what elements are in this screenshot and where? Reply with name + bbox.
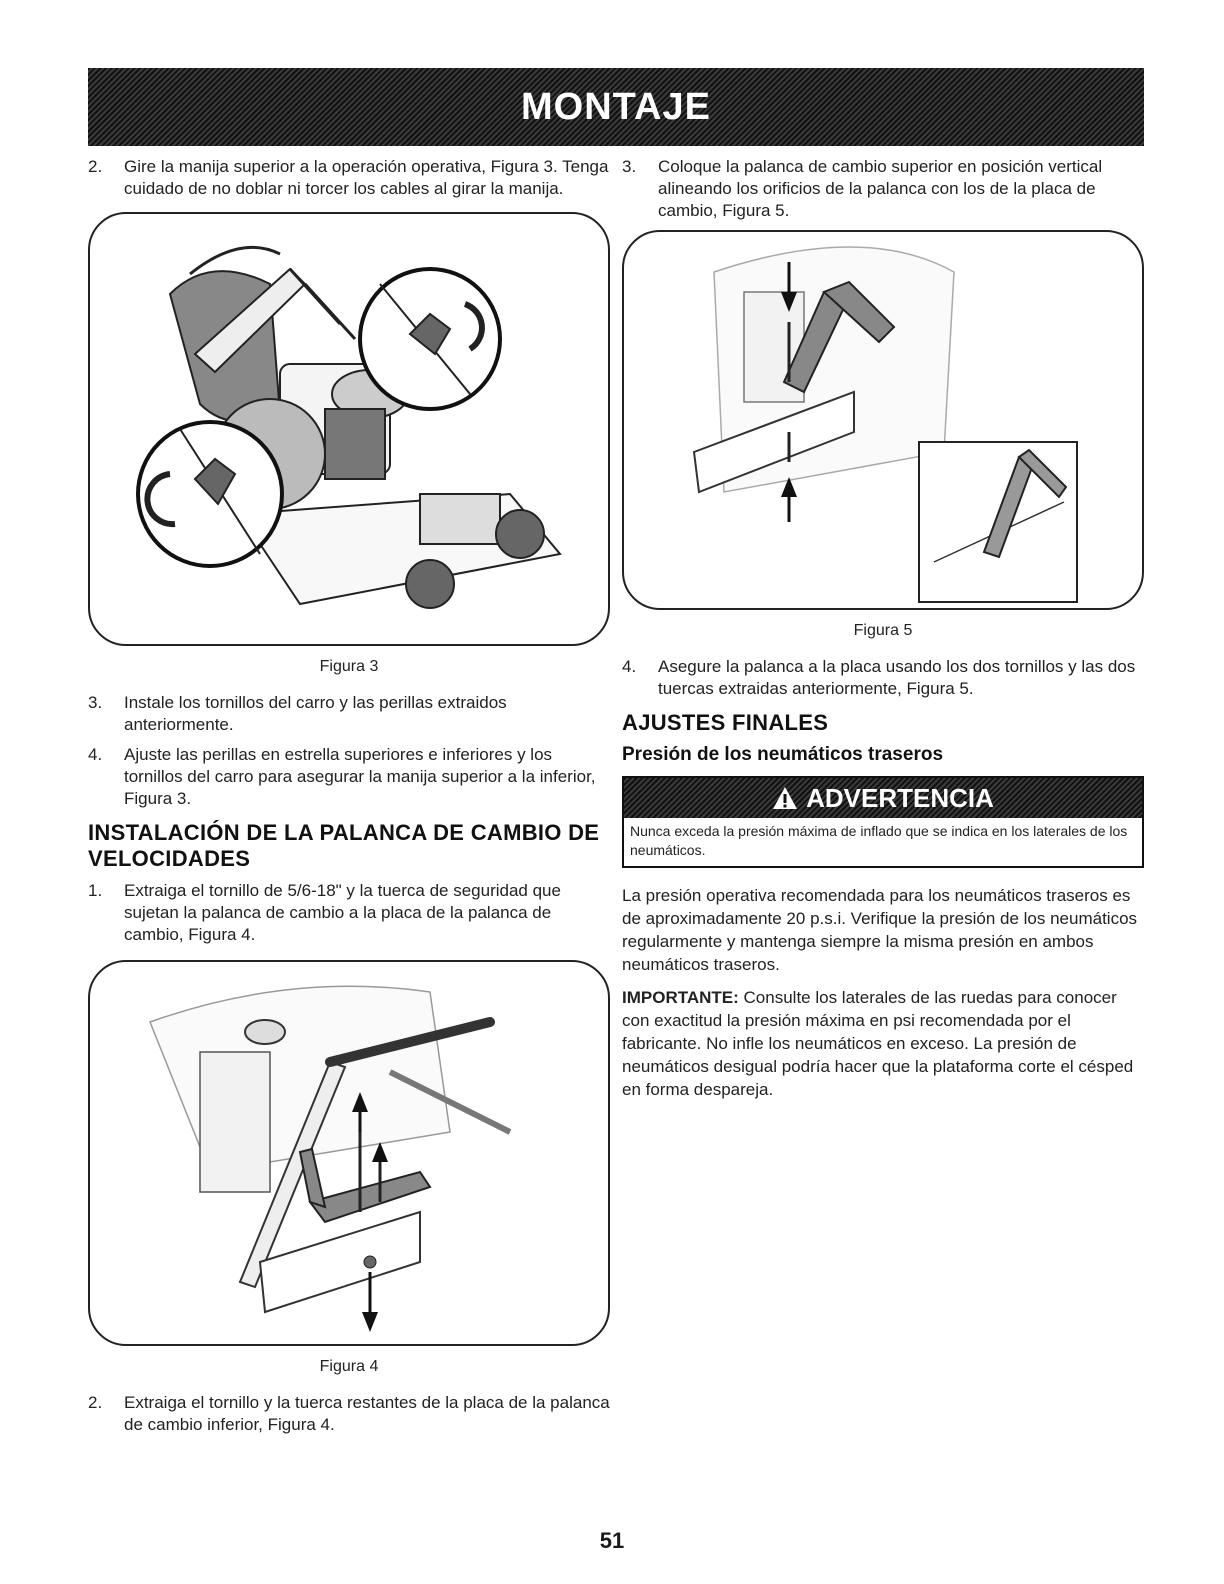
step-number: 1. [88, 881, 103, 900]
warning-header [624, 778, 1142, 818]
left-column [88, 156, 610, 1444]
figure-4 [88, 960, 610, 1346]
figure-5 [622, 230, 1144, 610]
section-title-shift-lever: INSTALACIÓN DE LA PALANCA DE CAMBIO DE VELOCIDADES [88, 820, 600, 871]
figure-5-caption: Figura 5 [853, 622, 913, 639]
step-remove-bolt [88, 880, 610, 946]
right-column [622, 156, 1144, 1111]
mower-handle-illustration [90, 214, 610, 644]
step-text: Extraiga el tornillo y la tuerca restantes de la placa de la palanca de cambio inferior, Figura 4. [124, 1393, 610, 1434]
figure-3 [88, 212, 610, 646]
step-text: Extraiga el tornillo de 5/6-18" y la tuerca de seguridad que sujetan la palanca de cambio a la placa de la palanca de cambio, Figura 4. [124, 881, 561, 944]
shift-lever-removal-illustration [90, 962, 610, 1344]
step-remove-remaining [88, 1392, 610, 1436]
step-install-bolts [88, 692, 610, 736]
shift-lever-install-illustration [624, 232, 1144, 608]
step-number: 4. [88, 745, 103, 764]
step-text: Asegure la palanca a la placa usando los dos tornillos y las dos tuercas extraidas anteriormente, Figura 5. [658, 657, 1136, 698]
warning-title: ADVERTENCIA [806, 782, 994, 813]
figure-4-caption: Figura 4 [319, 1358, 379, 1375]
warning-text: Nunca exceda la presión máxima de inflado que se indica en los laterales de los neumáticos. [630, 823, 1128, 858]
step-number: 4. [622, 657, 637, 676]
step-number: 3. [88, 693, 103, 712]
step-text: Gire la manija superior a la operación operativa, Figura 3. Tenga cuidado de no doblar ni torcer los cables al girar la manija. [124, 157, 609, 198]
step-number: 2. [88, 1393, 103, 1412]
step-rotate-handle [88, 156, 610, 200]
header-banner [88, 68, 1144, 146]
step-number: 3. [622, 157, 637, 176]
step-position-lever [622, 156, 1144, 222]
page-number: 51 [599, 1528, 625, 1553]
step-secure-lever [622, 656, 1144, 700]
step-text: Coloque la palanca de cambio superior en posición vertical alineando los orificios de la palanca con los de la placa de cambio, Figura 5. [658, 157, 1103, 220]
important-text: Consulte los laterales de las ruedas para conocer con exactitud la presión máxima en psi recomendada por el fabricante. No infle los neumáticos en exceso. La presión de neumáticos desigual podría hacer que la plataforma corte el césped en forma despareja. [622, 988, 1134, 1099]
tire-pressure-paragraph: La presión operativa recomendada para los neumáticos traseros es de aproximadamente 20 p.s.i. Verifique la presión de los neumáticos regularmente y mantenga siempre la misma presión en ambos neumáticos traseros. [622, 886, 1138, 974]
section-title-final-adjustments: AJUSTES FINALES [622, 710, 829, 735]
important-paragraph [622, 986, 1144, 1101]
subsection-title-tire-pressure: Presión de los neumáticos traseros [622, 744, 944, 765]
important-label: IMPORTANTE: [622, 988, 739, 1007]
step-text: Instale los tornillos del carro y las perillas extraidos anteriormente. [124, 693, 507, 734]
step-tighten-knobs [88, 744, 610, 810]
warning-box [622, 776, 1144, 868]
figure-3-caption: Figura 3 [319, 658, 379, 675]
step-text: Ajuste las perillas en estrella superiores e inferiores y los tornillos del carro para asegurar la manija superior a la inferior, Figura 3. [124, 745, 596, 808]
warning-icon [772, 786, 798, 810]
step-number: 2. [88, 157, 103, 176]
page-title: MONTAJE [521, 85, 711, 128]
